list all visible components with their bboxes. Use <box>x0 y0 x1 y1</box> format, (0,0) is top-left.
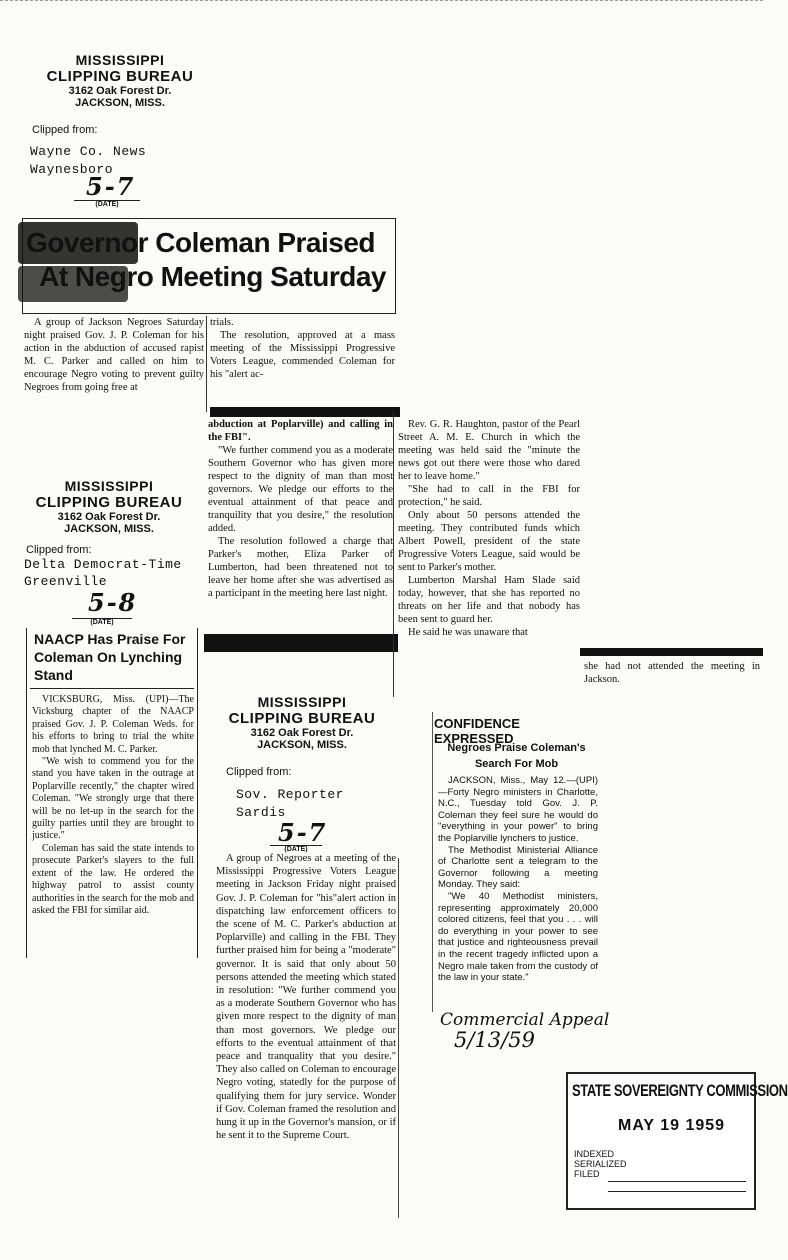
newspaper-name-3: Sov. Reporter <box>236 787 344 802</box>
bureau2-name-line2: CLIPPING BUREAU <box>35 494 183 511</box>
article4-p2: The Methodist Ministerial Alliance of Charlotte sent a telegram to the Governor following a meeting Monday. They said: <box>438 844 598 891</box>
newspaper-town-1: Waynesboro <box>30 162 114 177</box>
bureau3-name-line2: CLIPPING BUREAU <box>228 710 376 727</box>
bureau2-address: 3162 Oak Forest Dr. <box>57 511 161 523</box>
torn-edge-bar-2 <box>204 634 398 652</box>
article1-column-5 <box>584 660 760 686</box>
handwritten-date-1: 5-7 <box>86 172 136 201</box>
bureau3-name-line1: MISSISSIPPI <box>257 694 347 710</box>
article2-p2: "We wish to commend you for the stand you have taken in the outrage at Poplarville recently," the chapter wired Coleman. "We strongly urge that there will be no let-up in the search for the guilty parties until they are brought to justice." <box>32 756 194 842</box>
stamp-filed: FILED <box>574 1169 600 1179</box>
article-headline-2: NAACP Has Praise For Coleman On Lynching Stand <box>34 631 186 683</box>
stamp-indexed: INDEXED <box>574 1149 615 1159</box>
article-headline-1 <box>26 226 386 294</box>
article1-column-3 <box>208 418 393 600</box>
article3-text: A group of Negroes at a meeting of the Mississippi Progressive Voters League meeting in Jackson Friday night praised Gov. J. P. Coleman for "his"alert action in dispatching law enforcement officers to the scene of M. C. Parker's abduction at Poplarville) and calling in the FBI. They further praised him for being a "moderate" governor. It is said that only about 50 persons attended the meeting which stated in resolution: "We further commend you as a moderate Southern Governor who has given more respect to the dignity of man than most governors. We pledge our efforts to the eventual attainment of that peace and tranquality that you desire." They also called on Coleman to encourage Negro voting, statedly for the purpose of qualifying them for jury service. Wonder if Gov. Coleman framed the resolution and hung it up in the Governor's mansion, or if he sent it to the Supreme Court. <box>216 853 396 1142</box>
date-caption-1: (DATE) <box>74 200 140 208</box>
clipped-from-label-1: Clipped from: <box>32 124 98 136</box>
newspaper-town-2: Greenville <box>24 574 108 589</box>
clipped-from-label-3: Clipped from: <box>226 766 292 778</box>
newspaper-town-3: Sardis <box>236 805 286 820</box>
clipping-bureau-header-2 <box>24 478 194 535</box>
article4-subhead: Negroes Praise Coleman's Search For Mob <box>447 742 586 770</box>
handwritten-source-4: Commercial Appeal <box>440 1010 610 1030</box>
bureau-name-line1: MISSISSIPPI <box>75 52 165 68</box>
bureau-city: JACKSON, MISS. <box>75 97 165 109</box>
article4-p1: JACKSON, Miss., May 12.—(UPI)—Forty Negro ministers in Charlotte, N.C., Tuesday told Gov. J. P. Coleman they feel sure he would do "everything in your power" to bring the Poplarville lynchers to justice. <box>438 775 598 844</box>
handwritten-date-4: 5/13/59 <box>454 1028 535 1052</box>
headline-line-1: Governor Coleman Praised <box>26 227 376 258</box>
article1-col4-text-b: "She had to call in the FBI for protection," he said. <box>398 484 580 508</box>
article3-body <box>216 852 396 1142</box>
article1-col1-text: A group of Jackson Negroes Saturday night praised Gov. J. P. Coleman for his action in the abduction of accused rapist M. C. Parker and called on him to encourage Negro voting to prevent guilty Negroes from going free at <box>24 317 204 393</box>
clipping-bureau-header-1 <box>40 52 200 109</box>
handwritten-date-2: 5-8 <box>88 588 138 617</box>
article-headline-4: CONFIDENCE EXPRESSED <box>434 716 520 746</box>
stamp-line-1 <box>608 1181 746 1182</box>
article4-body <box>438 775 598 984</box>
bureau2-name-line1: MISSISSIPPI <box>64 478 154 494</box>
stamp-title: STATE SOVEREIGNTY COMMISSION <box>572 1081 788 1100</box>
clip3-right-edge <box>398 858 399 1218</box>
headline-rule-2 <box>30 688 194 689</box>
bureau-address: 3162 Oak Forest Dr. <box>68 85 172 97</box>
article2-body <box>32 694 194 917</box>
clip4-left-edge <box>432 712 433 1012</box>
newspaper-name-2: Delta Democrat-Time <box>24 557 182 572</box>
sovereignty-commission-stamp <box>566 1072 788 1210</box>
date-caption-2: (DATE) <box>72 618 132 626</box>
article2-p1: VICKSBURG, Miss. (UPI)—The Vicksburg chapter of the NAACP praised Gov. J. P. Coleman Weds. for his efforts to bring to trial the white mob that lynched M. C. Parker. <box>32 694 194 755</box>
headline-line-2: At Negro Meeting Saturday <box>39 261 386 292</box>
handwritten-date-3: 5-7 <box>278 818 328 847</box>
stamp-serialized: SERIALIZED <box>574 1159 627 1169</box>
stamp-line-2 <box>608 1191 746 1192</box>
torn-edge-bar-1 <box>210 407 400 417</box>
article4-p3: "We 40 Methodist ministers, representing approximately 20,000 colored citizens, feel that you . . . will do everything in your power to see that justice and righteousness prevail in the recent tragedy inflicted upon a Negro male taken from the custody of the law in your state." <box>438 890 598 984</box>
article1-col2-text-a: trials. <box>210 317 234 328</box>
clipped-from-label-2: Clipped from: <box>26 544 92 556</box>
torn-edge-bar-3 <box>580 648 763 656</box>
article1-col3-text-a: abduction at Poplarville) and calling in the FBI". <box>208 419 393 443</box>
article1-col4-text-a: Rev. G. R. Haughton, pastor of the Pearl Street A. M. E. Church in which the meeting was held said the "minute the news got out there were those who dared her to leave home." <box>398 419 580 482</box>
clip1-right-edge <box>393 413 394 697</box>
clipping-bureau-header-3 <box>222 694 382 751</box>
newspaper-name-1: Wayne Co. News <box>30 144 147 159</box>
page-top-border <box>0 0 763 1</box>
article1-col2-text-b: The resolution, approved at a mass meeting of the Mississippi Progressive Voters League, commended Coleman for his "alert ac- <box>210 330 395 380</box>
bureau3-city: JACKSON, MISS. <box>257 739 347 751</box>
bureau-name-line2: CLIPPING BUREAU <box>46 68 194 85</box>
article1-col4-text-c: Only about 50 persons attended the meeting. They contributed funds which Albert Powell, president of the state Progressive Voters League, said would be sent to Parker's mother. <box>398 510 580 573</box>
bureau3-address: 3162 Oak Forest Dr. <box>250 727 354 739</box>
article1-col4-text-d: Lumberton Marshal Ham Slade said today, however, that she has reported no threats on her life and that nobody has been sent to guard her. <box>398 575 580 625</box>
article1-col3-text-c: The resolution followed a charge that Parker's mother, Eliza Parker of Lumberton, had been threatened not to leave her home after she was advertised as a participant in the meeting here last night. <box>208 536 393 599</box>
article1-column-1 <box>24 316 204 394</box>
date-caption-3: (DATE) <box>270 845 322 853</box>
column-rule <box>206 316 207 412</box>
bureau2-city: JACKSON, MISS. <box>64 523 154 535</box>
article1-column-4 <box>398 418 580 639</box>
article2-p3: Coleman has said the state intends to prosecute Parker's slayers to the full extent of the law. He ordered the highway patrol to assist county authorities in the search for the mob and asked the FBI for similar aid. <box>32 842 194 916</box>
article1-column-2 <box>210 316 395 381</box>
article1-col3-text-b: "We further commend you as a moderate Southern Governor who has given more respect to the dignity of man than most governors. We pledge our efforts to the eventual attainment of that peace and tranquility that you desire," the resolution added. <box>208 445 393 534</box>
article1-col4-text-e: He said he was unaware that <box>408 627 528 638</box>
stamp-date: MAY 19 1959 <box>618 1117 726 1134</box>
article1-col5-text: she had not attended the meeting in Jackson. <box>584 661 760 685</box>
